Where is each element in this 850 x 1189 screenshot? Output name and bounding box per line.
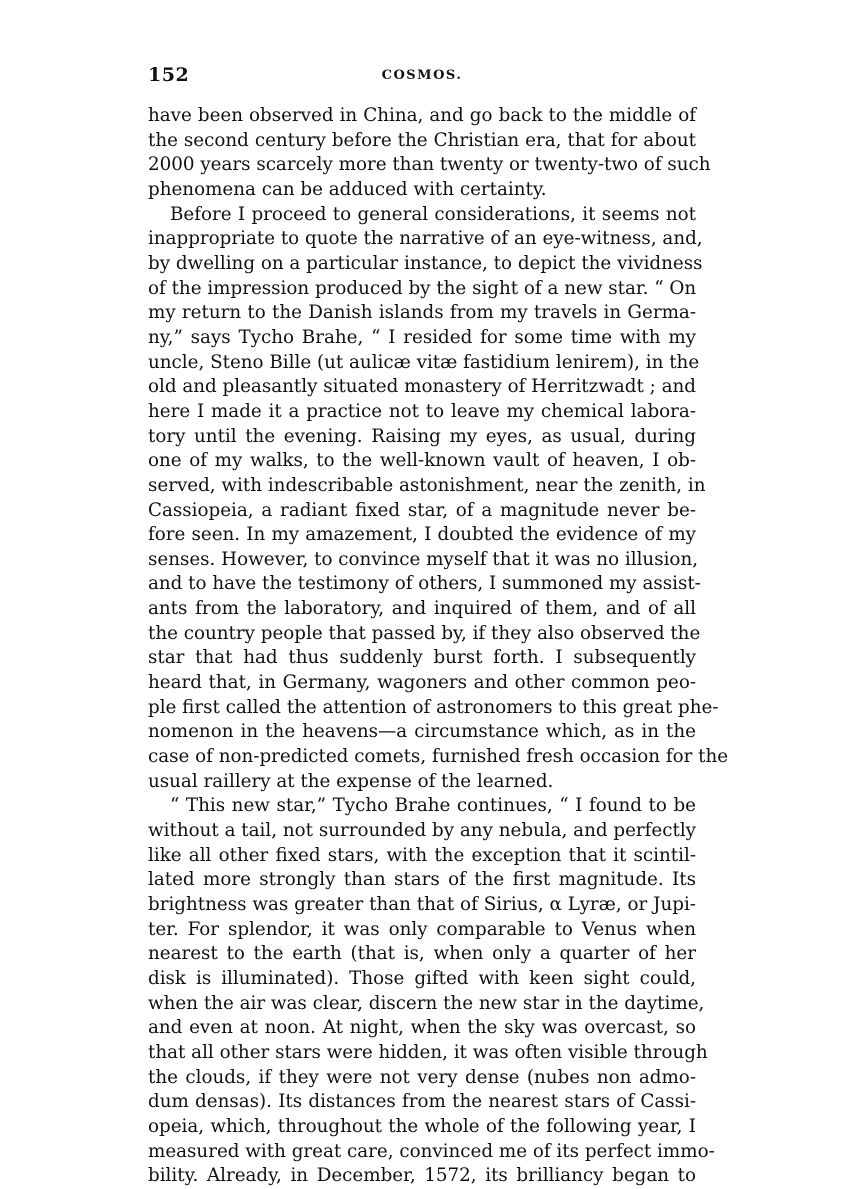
text-line: ple first called the attention of astronomers to this great phe- xyxy=(148,696,719,718)
running-title: COSMOS. xyxy=(381,68,463,83)
text-line: like all other fixed stars, with the exception that it scintil- xyxy=(148,844,696,866)
text-line: by dwelling on a particular instance, to depict the vividness xyxy=(148,252,703,274)
text-line: Before I proceed to general considerations, it seems not xyxy=(170,203,696,225)
text-line: when the air was clear, discern the new star in the daytime, xyxy=(148,992,705,1014)
text-line: and to have the testimony of others, I summoned my assist- xyxy=(148,573,701,595)
text-line: and even at noon. At night, when the sky was overcast, so xyxy=(148,1017,696,1039)
text-line: usual raillery at the expense of the learned. xyxy=(148,770,554,792)
text-line: that all other stars were hidden, it was often visible through xyxy=(148,1041,708,1063)
text-line: senses. However, to convince myself that it was no illusion, xyxy=(148,548,699,570)
text-line: heard that, in Germany, wagoners and other common peo- xyxy=(148,672,696,694)
text-line: opeia, which, throughout the whole of the following year, I xyxy=(148,1115,696,1137)
text-line: measured with great care, convinced me of its perfect immo- xyxy=(148,1140,715,1162)
text-line: uncle, Steno Bille (ut aulicæ vitæ fastidium lenirem), in the xyxy=(148,351,700,373)
text-line: old and pleasantly situated monastery of Herritzwadt ; and xyxy=(148,376,696,398)
text-line: ter. For splendor, it was only comparable to Venus when xyxy=(148,918,696,940)
running-head xyxy=(148,62,696,92)
text-line: Cassiopeia, a radiant fixed star, of a magnitude never be- xyxy=(148,499,696,521)
book-page xyxy=(148,62,729,1189)
text-line: tory until the evening. Raising my eyes, as usual, during xyxy=(148,425,696,447)
body-text xyxy=(148,104,729,1189)
text-line: here I made it a practice not to leave my chemical labora- xyxy=(148,400,696,422)
text-line: the country people that passed by, if they also observed the xyxy=(148,622,701,644)
text-line: dum densas). Its distances from the nearest stars of Cassi- xyxy=(148,1091,696,1113)
text-line: have been observed in China, and go back to the middle of xyxy=(148,105,696,126)
text-line: brightness was greater than that of Sirius, α Lyræ, or Jupi- xyxy=(148,894,696,915)
text-line: phenomena can be adduced with certainty. xyxy=(148,178,547,200)
text-line: served, with indescribable astonishment, near the zenith, in xyxy=(148,474,706,496)
text-line: lated more strongly than stars of the first magnitude. Its xyxy=(148,869,696,891)
text-line: case of non-predicted comets, furnished fresh occasion for the xyxy=(148,746,729,768)
text-line: nearest to the earth (that is, when only a quarter of her xyxy=(148,943,696,965)
text-line: the second century before the Christian era, that for about xyxy=(148,129,696,151)
text-line: ants from the laboratory, and inquired of them, and of all xyxy=(148,598,696,620)
text-line: 2000 years scarcely more than twenty or twenty-two of such xyxy=(148,154,711,176)
text-line: bility. Already, in December, 1572, its brilliancy began to xyxy=(148,1165,696,1187)
text-line: ny,” says Tycho Brahe, “ I resided for some time with my xyxy=(148,326,696,348)
text-line: nomenon in the heavens—a circumstance which, as in the xyxy=(148,721,696,743)
text-line: one of my walks, to the well-known vault of heaven, I ob- xyxy=(148,450,696,472)
text-line: my return to the Danish islands from my travels in Germa- xyxy=(148,302,696,324)
text-line: without a tail, not surrounded by any nebula, and perfectly xyxy=(148,820,696,842)
text-line: star that had thus suddenly burst forth. I subsequently xyxy=(148,647,696,669)
text-line: inappropriate to quote the narrative of an eye-witness, and, xyxy=(148,228,703,250)
text-line: “ This new star,” Tycho Brahe continues, “ I found to be xyxy=(170,795,696,817)
page-number: 152 xyxy=(148,64,190,86)
text-line: fore seen. In my amazement, I doubted the evidence of my xyxy=(148,524,696,546)
text-line: of the impression produced by the sight of a new star. “ On xyxy=(148,277,697,299)
text-line: disk is illuminated). Those gifted with keen sight could, xyxy=(148,967,696,989)
text-line: the clouds, if they were not very dense (nubes non admo- xyxy=(148,1066,696,1088)
